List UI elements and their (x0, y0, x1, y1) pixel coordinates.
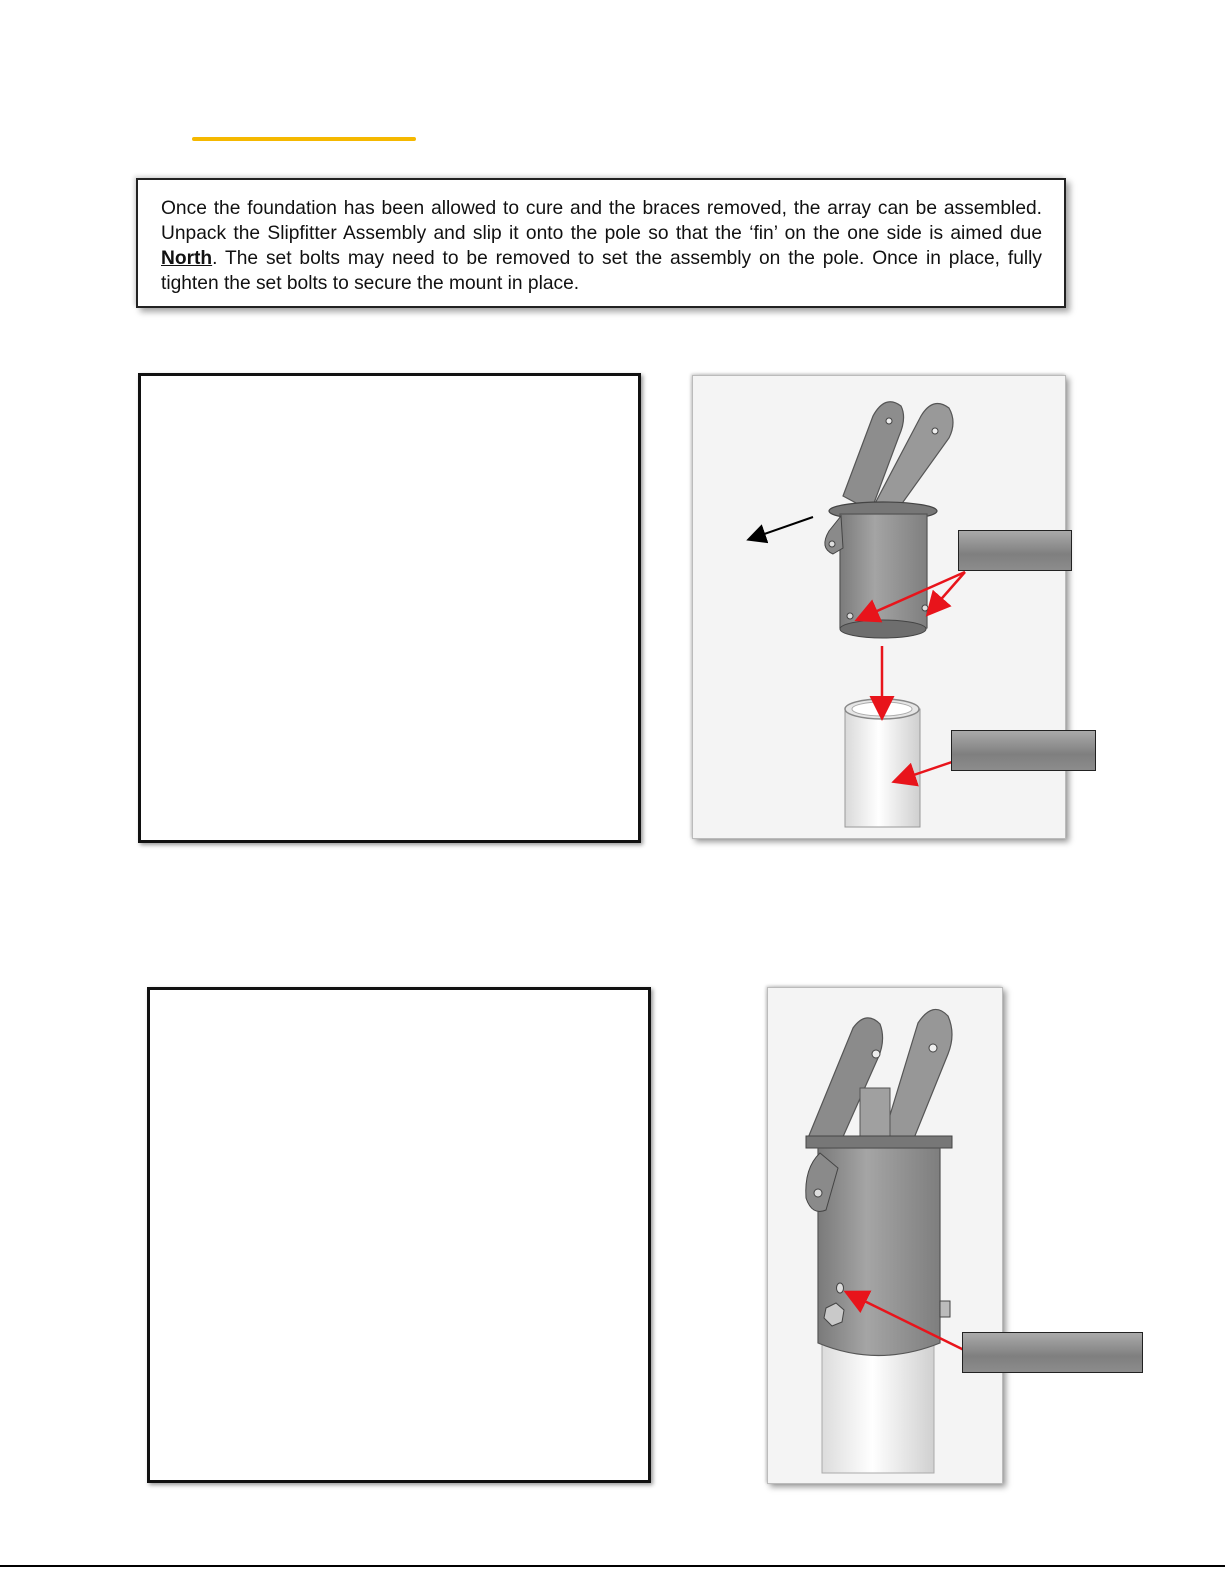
section-title-underline (192, 137, 416, 141)
intro-text-after: . The set bolts may need to be removed to set the assembly on the pole. Once in place, fully tighten the set bolts to secure the mount in place. (161, 248, 1042, 294)
intro-instructions-box (136, 178, 1066, 308)
set-bolt-callout (962, 1332, 1143, 1373)
intro-paragraph (161, 196, 1042, 296)
step-2-text-box (147, 987, 651, 1483)
intro-text-before: Once the foundation has been allowed to cure and the braces removed, the array can be assembled. Unpack the Slipfitter Assembly and slip it onto the pole so that the ‘fin’ on the one side is aimed due (161, 198, 1042, 244)
slipfitter-installed-illustration-icon (768, 988, 1004, 1485)
step-1-text-box (138, 373, 641, 843)
slipfitter-installed-figure (767, 987, 1003, 1484)
pole-callout (951, 730, 1096, 771)
north-emphasis: North (161, 248, 213, 269)
set-bolts-callout (958, 530, 1072, 571)
page-bottom-rule (0, 1565, 1225, 1567)
